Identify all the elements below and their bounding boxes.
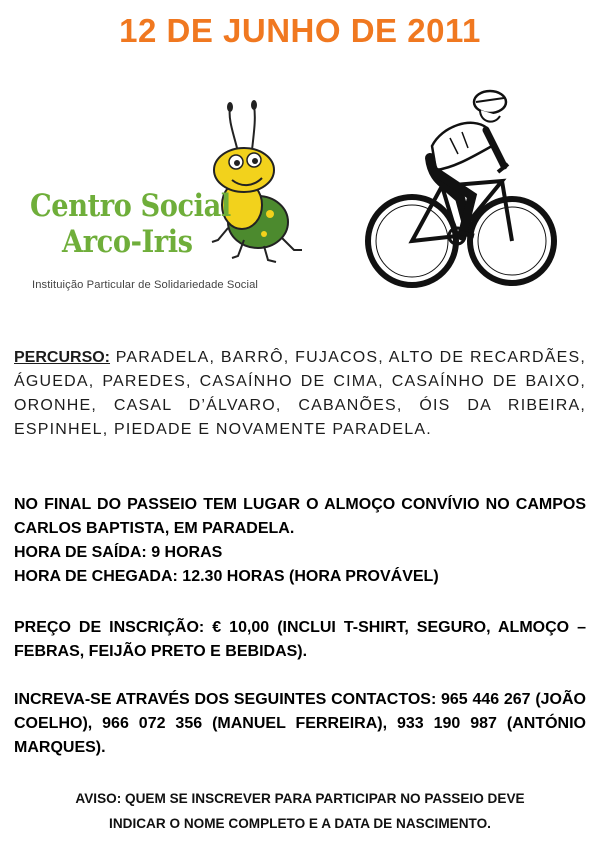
route-paragraph (14, 346, 586, 442)
notice-line1: AVISO: QUEM SE INSCREVER PARA PARTICIPAR NO PASSEIO DEVE (75, 791, 525, 806)
logo-name-line1: Centro Social (30, 188, 231, 224)
arrival-time: HORA DE CHEGADA: 12.30 HORAS (HORA PROVÁVEL) (14, 568, 439, 585)
price-paragraph: PREÇO DE INSCRIÇÃO: € 10,00 (INCLUI T-SHIRT, SEGURO, ALMOÇO – FEBRAS, FEIJÃO PRETO E BEBIDAS). (14, 619, 586, 660)
schedule-paragraph (14, 493, 586, 589)
notice (0, 786, 600, 836)
contacts-paragraph: INCREVA-SE ATRAVÉS DOS SEGUINTES CONTACTOS: 965 446 267 (JOÃO COELHO), 966 072 356 (MANUEL FERREIRA), 933 190 987 (ANTÓNIO MARQUES). (14, 691, 586, 756)
cyclist-icon (362, 86, 557, 301)
notice-line2: INDICAR O NOME COMPLETO E A DATA DE NASCIMENTO. (109, 816, 491, 831)
departure-time: HORA DE SAÍDA: 9 HORAS (14, 544, 223, 561)
logo-subtitle: Instituição Particular de Solidariedade Social (32, 279, 258, 291)
page-title: 12 DE JUNHO DE 2011 (119, 12, 481, 49)
organization-logo (18, 100, 318, 300)
lunch-info: NO FINAL DO PASSEIO TEM LUGAR O ALMOÇO CONVÍVIO NO CAMPOS CARLOS BAPTISTA, EM PARADELA. (14, 496, 586, 537)
route-label: PERCURSO: (14, 349, 111, 366)
route-text: PARADELA, BARRÔ, FUJACOS, ALTO DE RECARDÃES, ÁGUEDA, PAREDES, CASAÍNHO DE CIMA, CASAÍNHO DE BAIXO, ORONHE, CASAL D’ÁLVARO, CABANÕES, ÓIS DA RIBEIRA, ESPINHEL, PIEDADE E NOVAMENTE PARADELA. (14, 349, 586, 438)
logo-name-line2: Arco-Iris (62, 224, 193, 260)
